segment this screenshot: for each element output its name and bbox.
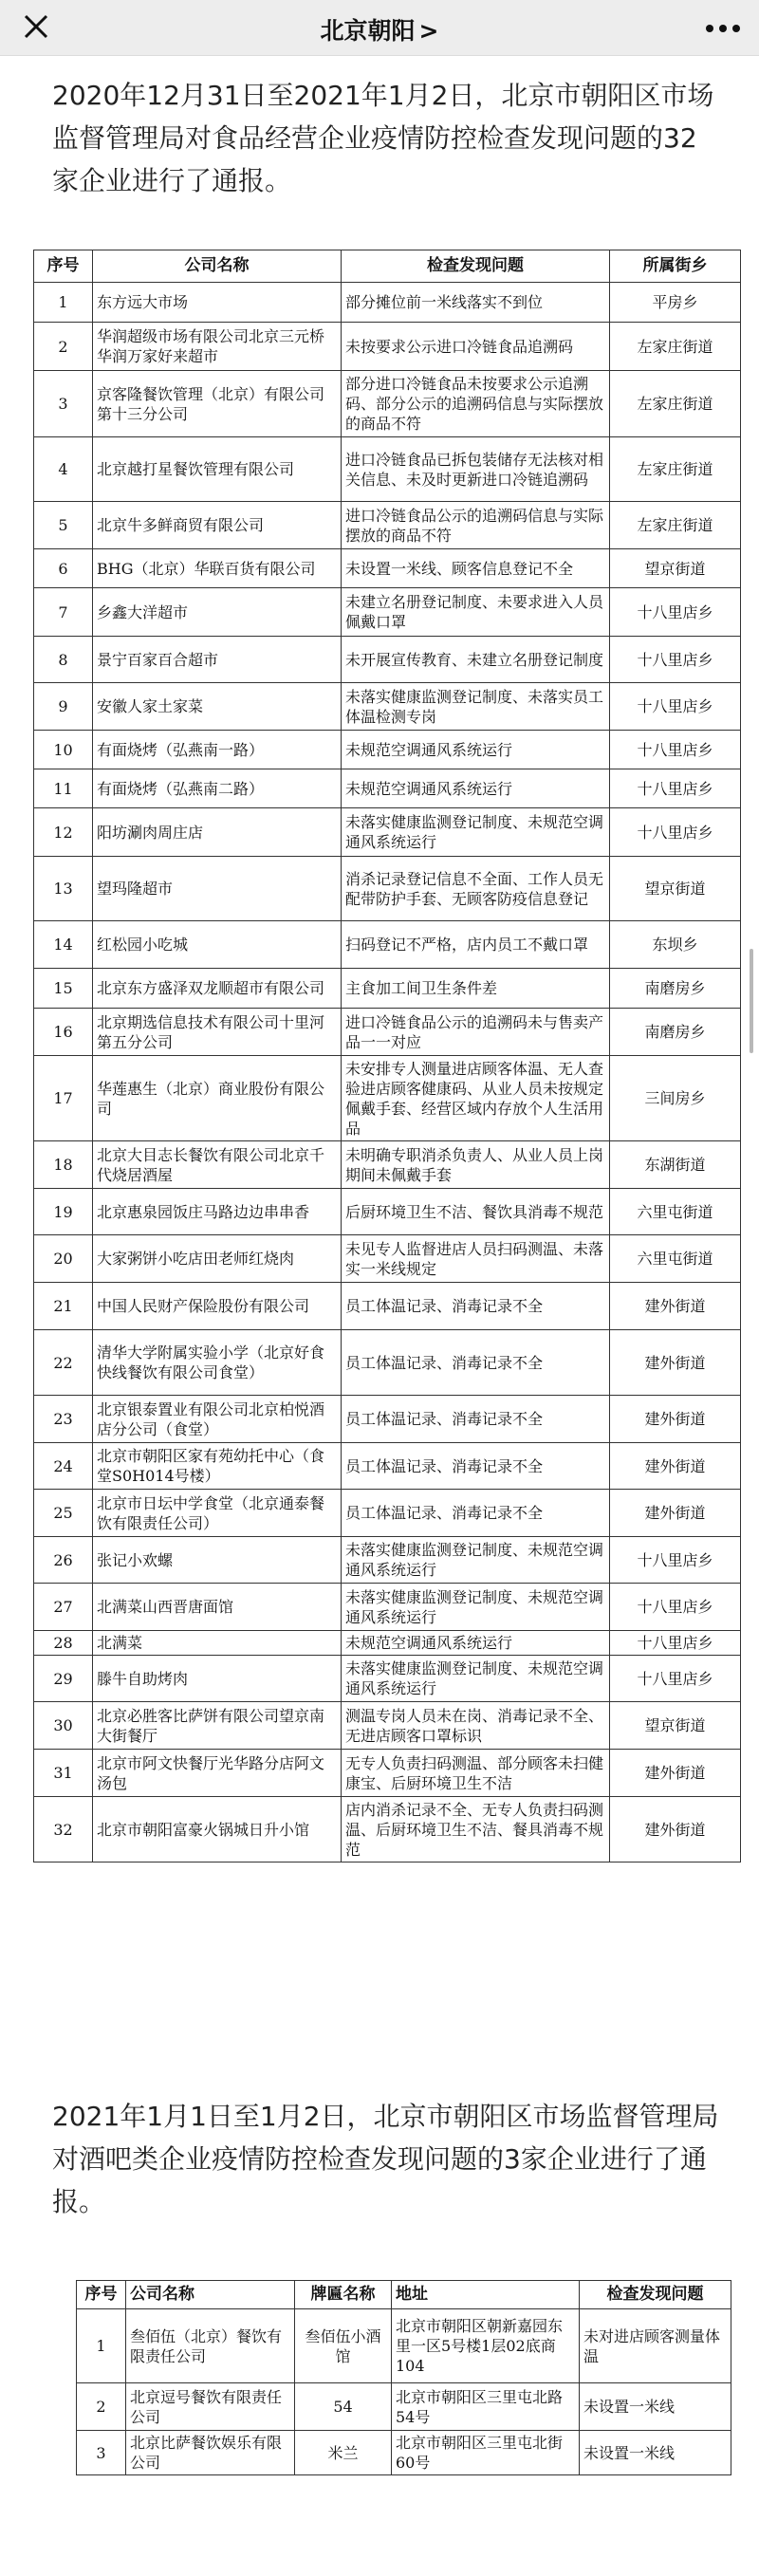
table-cell: 三间房乡: [610, 1056, 741, 1141]
table-row: [34, 969, 741, 1009]
table-cell: 部分进口冷链食品未按要求公示追溯码、部分公示的追溯码信息与实际摆放的商品不符: [342, 371, 610, 437]
table-cell: 米兰: [295, 2431, 392, 2475]
intro-paragraph-1: 2020年12月31日至2021年1月2日，北京市朝阳区市场监督管理局对食品经营企业疫情防控检查发现问题的32家企业进行了通报。: [52, 80, 714, 196]
table-cell: 2: [77, 2383, 126, 2431]
table-cell: 14: [34, 921, 93, 969]
table-cell: 滕牛自助烤肉: [93, 1656, 342, 1702]
column-header: 序号: [77, 2281, 126, 2309]
table-cell: 十八里店乡: [610, 769, 741, 808]
table-cell: 北京牛多鲜商贸有限公司: [93, 502, 342, 549]
table-cell: 安徽人家土家菜: [93, 683, 342, 731]
column-header: 所属街乡: [610, 250, 741, 283]
column-header: 公司名称: [93, 250, 342, 283]
table-cell: 北京惠泉园饭庄马路边边串串香: [93, 1189, 342, 1235]
table-cell: 左家庄街道: [610, 323, 741, 371]
column-header: 牌匾名称: [295, 2281, 392, 2309]
table-cell: 员工体温记录、消毒记录不全: [342, 1283, 610, 1330]
table-cell: 中国人民财产保险股份有限公司: [93, 1283, 342, 1330]
table-row: [34, 1750, 741, 1797]
table-cell: 六里屯街道: [610, 1235, 741, 1283]
table-cell: 未按要求公示进口冷链食品追溯码: [342, 323, 610, 371]
table-cell: 1: [77, 2309, 126, 2383]
table-cell: 未建立名册登记制度、未要求进入人员佩戴口罩: [342, 588, 610, 637]
table-cell: 6: [34, 549, 93, 588]
table-row: [34, 1056, 741, 1141]
table-cell: 北京市朝阳区家有苑幼托中心（食堂S0H014号楼）: [93, 1443, 342, 1490]
table-cell: 3: [34, 371, 93, 437]
table-cell: 8: [34, 637, 93, 683]
table-cell: 未见专人监督进店人员扫码测温、未落实一米线规定: [342, 1235, 610, 1283]
table-row: [34, 808, 741, 857]
table-cell: 未明确专职消杀负责人、从业人员上岗期间未佩戴手套: [342, 1141, 610, 1189]
table-cell: 十八里店乡: [610, 637, 741, 683]
table-row: [34, 1141, 741, 1189]
table-cell: 北京东方盛泽双龙顺超市有限公司: [93, 969, 342, 1009]
table-cell: 叁佰伍（北京）餐饮有限责任公司: [126, 2309, 295, 2383]
table-cell: 东方远大市场: [93, 283, 342, 323]
table-row: [34, 1702, 741, 1750]
table-cell: 主食加工间卫生条件差: [342, 969, 610, 1009]
table-cell: 27: [34, 1584, 93, 1631]
column-header: 地址: [392, 2281, 580, 2309]
table-cell: 北满菜: [93, 1631, 342, 1656]
table-row: [34, 371, 741, 437]
table-cell: 12: [34, 808, 93, 857]
table-cell: 员工体温记录、消毒记录不全: [342, 1490, 610, 1537]
table-cell: 左家庄街道: [610, 502, 741, 549]
table-row: [34, 1490, 741, 1537]
table-cell: 有面烧烤（弘燕南二路）: [93, 769, 342, 808]
column-header: 公司名称: [126, 2281, 295, 2309]
table-cell: 叁佰伍小酒馆: [295, 2309, 392, 2383]
table-cell: 十八里店乡: [610, 1656, 741, 1702]
table-cell: 十八里店乡: [610, 731, 741, 769]
table-cell: 华润超级市场有限公司北京三元桥华润万家好来超市: [93, 323, 342, 371]
table-cell: 20: [34, 1235, 93, 1283]
table-cell: 15: [34, 969, 93, 1009]
table-row: [34, 323, 741, 371]
table-row: [34, 1443, 741, 1490]
table-cell: 建外街道: [610, 1396, 741, 1443]
table-cell: 望京街道: [610, 549, 741, 588]
table-cell: 北京逗号餐饮有限责任公司: [126, 2383, 295, 2431]
table-cell: 未规范空调通风系统运行: [342, 1631, 610, 1656]
table-row: [34, 637, 741, 683]
table-cell: 扫码登记不严格，店内员工不戴口罩: [342, 921, 610, 969]
table-cell: 13: [34, 857, 93, 921]
table-cell: 左家庄街道: [610, 437, 741, 502]
table-cell: 未落实健康监测登记制度、未规范空调通风系统运行: [342, 1656, 610, 1702]
table-cell: 4: [34, 437, 93, 502]
table-cell: 清华大学附属实验小学（北京好食快线餐饮有限公司食堂）: [93, 1330, 342, 1396]
table-cell: 店内消杀记录不全、无专人负责扫码测温、后厨环境卫生不洁、餐具消毒不规范: [342, 1797, 610, 1863]
table-cell: 未开展宣传教育、未建立名册登记制度: [342, 637, 610, 683]
table-cell: 进口冷链食品已拆包装储存无法核对相关信息、未及时更新进口冷链追溯码: [342, 437, 610, 502]
table-row: [34, 1009, 741, 1056]
table-cell: 北京期选信息技术有限公司十里河第五分公司: [93, 1009, 342, 1056]
table-cell: 32: [34, 1797, 93, 1863]
table-cell: 16: [34, 1009, 93, 1056]
table-cell: 消杀记录登记信息不全面、工作人员无配带防护手套、无顾客防疫信息登记: [342, 857, 610, 921]
table-cell: 北京必胜客比萨饼有限公司望京南大街餐厅: [93, 1702, 342, 1750]
table-cell: 北京市日坛中学食堂（北京通泰餐饮有限责任公司）: [93, 1490, 342, 1537]
table-cell: 建外街道: [610, 1330, 741, 1396]
table-row: [34, 1797, 741, 1863]
table-cell: 南磨房乡: [610, 969, 741, 1009]
table-cell: 测温专岗人员未在岗、消毒记录不全、无进店顾客口罩标识: [342, 1702, 610, 1750]
table-cell: 景宁百家百合超市: [93, 637, 342, 683]
table-cell: 进口冷链食品公示的追溯码未与售卖产品一一对应: [342, 1009, 610, 1056]
table-cell: 十八里店乡: [610, 683, 741, 731]
table-cell: 26: [34, 1537, 93, 1584]
table-cell: 未落实健康监测登记制度、未规范空调通风系统运行: [342, 808, 610, 857]
table-row: [34, 1631, 741, 1656]
table-cell: 十八里店乡: [610, 1631, 741, 1656]
table-cell: 十八里店乡: [610, 808, 741, 857]
table-cell: 未规范空调通风系统运行: [342, 731, 610, 769]
table-cell: 后厨环境卫生不洁、餐饮具消毒不规范: [342, 1189, 610, 1235]
table-row: [34, 1189, 741, 1235]
table-cell: 六里屯街道: [610, 1189, 741, 1235]
intro-paragraph-2: 2021年1月1日至1月2日，北京市朝阳区市场监督管理局对酒吧类企业疫情防控检查发现问题的3家企业进行了通报。: [52, 2101, 719, 2217]
table-cell: 东湖街道: [610, 1141, 741, 1189]
table-row: [34, 683, 741, 731]
table-cell: 31: [34, 1750, 93, 1797]
table-cell: 未设置一米线: [580, 2383, 731, 2431]
table-cell: 北京市朝阳区三里屯北路54号: [392, 2383, 580, 2431]
scrollbar[interactable]: [750, 949, 753, 1053]
table-row: [34, 1584, 741, 1631]
table-row: [77, 2383, 731, 2431]
table-cell: 北京银泰置业有限公司北京柏悦酒店分公司（食堂）: [93, 1396, 342, 1443]
table-cell: 1: [34, 283, 93, 323]
table-row: [34, 1330, 741, 1396]
table-cell: 未对进店顾客测量体温: [580, 2309, 731, 2383]
table-cell: 未落实健康监测登记制度、未规范空调通风系统运行: [342, 1584, 610, 1631]
table-cell: 北京市朝阳区三里屯北街60号: [392, 2431, 580, 2475]
table-cell: 建外街道: [610, 1750, 741, 1797]
table-cell: 北京越打星餐饮管理有限公司: [93, 437, 342, 502]
table-cell: 北京市朝阳富豪火锅城日升小馆: [93, 1797, 342, 1863]
table-cell: 望玛隆超市: [93, 857, 342, 921]
table-cell: 南磨房乡: [610, 1009, 741, 1056]
table-cell: 未安排专人测量进店顾客体温、无人查验进店顾客健康码、从业人员未按规定佩戴手套、经营区域内存放个人生活用品: [342, 1056, 610, 1141]
table-cell: 无专人负责扫码测温、部分顾客未扫健康宝、后厨环境卫生不洁: [342, 1750, 610, 1797]
table-cell: 10: [34, 731, 93, 769]
table-row: [34, 1235, 741, 1283]
table-cell: 员工体温记录、消毒记录不全: [342, 1396, 610, 1443]
table-cell: 东坝乡: [610, 921, 741, 969]
table-row: [34, 1656, 741, 1702]
table-cell: 乡鑫大洋超市: [93, 588, 342, 637]
table-cell: 未落实健康监测登记制度、未规范空调通风系统运行: [342, 1537, 610, 1584]
table-cell: 28: [34, 1631, 93, 1656]
table-cell: 17: [34, 1056, 93, 1141]
table-cell: 员工体温记录、消毒记录不全: [342, 1330, 610, 1396]
table-cell: BHG（北京）华联百货有限公司: [93, 549, 342, 588]
table-cell: 54: [295, 2383, 392, 2431]
table-cell: 红松园小吃城: [93, 921, 342, 969]
table-row: [77, 2309, 731, 2383]
table-cell: 北京市朝阳区朝新嘉园东里一区5号楼1层02底商104: [392, 2309, 580, 2383]
table-cell: 建外街道: [610, 1797, 741, 1863]
column-header: 检查发现问题: [580, 2281, 731, 2309]
top-bar: [0, 0, 759, 56]
table-cell: 未设置一米线、顾客信息登记不全: [342, 549, 610, 588]
table-cell: 十八里店乡: [610, 1584, 741, 1631]
table-cell: 22: [34, 1330, 93, 1396]
table-row: [34, 731, 741, 769]
column-header: 检查发现问题: [342, 250, 610, 283]
table-cell: 左家庄街道: [610, 371, 741, 437]
table-cell: 未规范空调通风系统运行: [342, 769, 610, 808]
table-row: [34, 1396, 741, 1443]
more-icon[interactable]: [704, 21, 742, 34]
table-cell: 望京街道: [610, 857, 741, 921]
table-cell: 18: [34, 1141, 93, 1189]
bar-business-table: [76, 2280, 731, 2475]
page-title[interactable]: 北京朝阳 >: [320, 17, 439, 45]
table-cell: 十八里店乡: [610, 1537, 741, 1584]
table-cell: 29: [34, 1656, 93, 1702]
table-row: [77, 2431, 731, 2475]
table-cell: 建外街道: [610, 1283, 741, 1330]
table-cell: 北满菜山西晋唐面馆: [93, 1584, 342, 1631]
table-cell: 未落实健康监测登记制度、未落实员工体温检测专岗: [342, 683, 610, 731]
table-cell: 有面烧烤（弘燕南一路）: [93, 731, 342, 769]
table-cell: 平房乡: [610, 283, 741, 323]
table-cell: 大家粥饼小吃店田老师红烧肉: [93, 1235, 342, 1283]
table-row: [34, 921, 741, 969]
table-cell: 望京街道: [610, 1702, 741, 1750]
table-cell: 华莲惠生（北京）商业股份有限公司: [93, 1056, 342, 1141]
table-cell: 建外街道: [610, 1490, 741, 1537]
table-cell: 5: [34, 502, 93, 549]
food-business-table: [33, 250, 741, 1863]
table-row: [34, 549, 741, 588]
table-row: [34, 588, 741, 637]
table-cell: 23: [34, 1396, 93, 1443]
table-cell: 11: [34, 769, 93, 808]
table-cell: 北京比萨餐饮娱乐有限公司: [126, 2431, 295, 2475]
table-cell: 员工体温记录、消毒记录不全: [342, 1443, 610, 1490]
table-cell: 进口冷链食品公示的追溯码信息与实际摆放的商品不符: [342, 502, 610, 549]
table-cell: 十八里店乡: [610, 588, 741, 637]
table-cell: 2: [34, 323, 93, 371]
table-row: [34, 1283, 741, 1330]
table-cell: 北京大目志长餐饮有限公司北京千代烧居酒屋: [93, 1141, 342, 1189]
table-row: [34, 769, 741, 808]
table-cell: 25: [34, 1490, 93, 1537]
table-cell: 30: [34, 1702, 93, 1750]
table-cell: 3: [77, 2431, 126, 2475]
table-row: [34, 857, 741, 921]
table-cell: 24: [34, 1443, 93, 1490]
table-row: [34, 502, 741, 549]
table-cell: 阳坊涮肉周庄店: [93, 808, 342, 857]
table-cell: 7: [34, 588, 93, 637]
table-row: [34, 283, 741, 323]
table-row: [34, 1537, 741, 1584]
table-cell: 北京市阿文快餐厅光华路分店阿文汤包: [93, 1750, 342, 1797]
table-row: [34, 437, 741, 502]
chevron-right-icon: >: [418, 17, 439, 45]
table-cell: 9: [34, 683, 93, 731]
table-cell: 21: [34, 1283, 93, 1330]
table-cell: 19: [34, 1189, 93, 1235]
table-cell: 张记小欢螺: [93, 1537, 342, 1584]
table-cell: 建外街道: [610, 1443, 741, 1490]
column-header: 序号: [34, 250, 93, 283]
table-cell: 京客隆餐饮管理（北京）有限公司第十三分公司: [93, 371, 342, 437]
table-cell: 部分摊位前一米线落实不到位: [342, 283, 610, 323]
table-cell: 未设置一米线: [580, 2431, 731, 2475]
